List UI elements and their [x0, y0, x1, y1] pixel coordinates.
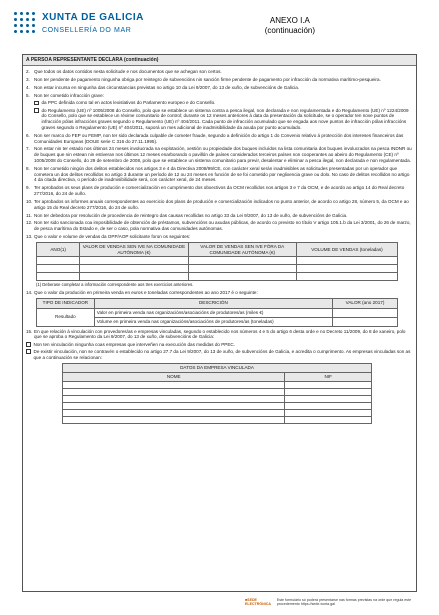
table-row: [37, 257, 398, 265]
annex-subtitle: (continuación): [264, 26, 315, 35]
list-item: 5. Non ter cometido infracción grave:: [26, 93, 104, 99]
indicator-col-type: TIPO DE INDICADOR: [37, 298, 95, 308]
checkbox-link[interactable]: [26, 349, 31, 354]
xunta-logo: [14, 12, 144, 35]
indicator-result-label: Resultado: [37, 308, 95, 326]
annex-title-block: [265, 16, 315, 36]
list-item: 10. Ter aprobados os informes anuais correspondentes ao exercicio dos plans de produción e comercialización indicados no punto anterior, de acordo co artigo 28, número 5, da OCM e ao artigo 15 do Real decreto 277/2016, do 24 de xuño.: [26, 198, 409, 210]
table-row: [63, 388, 372, 395]
footer-text: Este formulario só poderá presentarse nas formas previstas na orde que regula este procedemento https://sede.xunta.gal: [276, 598, 412, 607]
list-item: 8. Non ter cometido ningún dos delitos establecidos nos artigos 3 e 4 da Directiva 2008/99/CE, con carácter xeral serán inadmisibles as solicitudes presentadas por un operador que cometera un dos delitos recollidos no artigo 3 durante un período de 12 ou 24 meses en función de se foi cometido por neglixencia grave ou dolo. No caso de delitos recollidos no artigo 4 da citada directiva, o período de inadmisibilidade será, con carácter xeral, de 24 meses.: [26, 165, 410, 183]
xunta-emblem-icon: [14, 12, 36, 34]
linked-col-nif: NIF: [285, 373, 372, 382]
linked-company-table: [62, 363, 372, 423]
footer: [245, 598, 425, 607]
indicator-col-value: VALOR (ano 2017): [333, 298, 398, 308]
list-item: 14. Que o valor da produción en primeira venda en euros e toneladas correspondentes ao ano 2017 é o seguinte:: [26, 289, 258, 295]
list-item: 12. Non ter sido sancionada coa imposibilidade de obtención de préstamos, subvencións ou axudas públicas, de acordo co previsto no título V artigo 105.1.b da Lei 3/2001, do 26 de marzo, de pesca marítima do Estado e, de ser o caso, pola normativa das comunidades autónomas.: [26, 220, 411, 232]
sede-brand: ■SEDE ELECTRÓNICA: [245, 598, 271, 607]
sales-col-volume: VOLUME DE VENDAS (toneladas): [296, 242, 397, 256]
checkbox-item: Non ten vinculación ningunha coas empresas que interveñen na execución das medidas do PPEC.: [26, 342, 413, 348]
indicator-col-desc: DESCRICIÓN: [94, 298, 332, 308]
header: [14, 8, 425, 48]
checkbox-no-link[interactable]: [26, 342, 31, 347]
indicator-desc-volume: Volume en primeira venda nas organizacións/asociacións de produtores/as (toneladas): [94, 317, 332, 326]
indicator-table: [36, 298, 398, 327]
section-title: A PERSOA REPRESENTANTE DECLARA (continuación): [23, 55, 416, 66]
table-row: [37, 265, 398, 273]
list-item: 9. Ter aprobados os seus plans de produción e comercialización en cumprimento dos obxectivos da OCM recollidos nos artigos 3 e 7 da OCM, e de acordo ao artigo 14 do Real decreto 277/2016, do 24 de xuño.: [26, 185, 405, 196]
logo-line1: XUNTA DE GALICIA: [42, 12, 144, 23]
sales-note: (1) Deberase completar a información correspondente aos tres exercicios anteriores.: [36, 282, 194, 288]
checkbox-ppc[interactable]: [34, 101, 39, 106]
table-row: [37, 308, 398, 317]
declaration-box: [22, 54, 417, 592]
list-item: 7. Non estar nin ter estado nos últimos 24 meses involucrada na explotación, xestión ou propiedade dos buques incluídos na lista comunitaria dos buques involucrados na pesca INDNR ou de buques que nin estean nin estiveran nos últimos 12 meses enarborando o pavillón de países considerados terceiros países non cooperantes ao abeiro do Regulamento (CE) nº 1005/2008 do Consello, do 29 de setembro de 2008, polo que se establece un sistema comunitario para previr, desalentar e eliminar a pesca ilegal, non declarada e non regulamentada.: [26, 146, 412, 163]
checkbox-item: De existir vinculación, non se contravén o establecido no artigo 27.7 da Lei 9/2007, do 13 de xuño, de subvencións de Galicia, e acredita o cumprimento. As empresas vinculadas son as que a continuación se relacionan:: [26, 349, 413, 360]
sales-col-inside: VALOR DE VENDAS SEN IVE NA COMUNIDADE AUTÓNOMA (€): [80, 242, 188, 256]
checkbox-item: da PPC definida como tal en actos lexislativos do Parlamento europeo e do Consello.: [34, 100, 413, 106]
linked-table-title: DATOS DA EMPRESA VINCULADA: [63, 364, 372, 373]
list-item: 4. Non estar incursa en ningunha das circunstancias previstas no artigo 10 da Lei 9/2007, do 13 de xuño, de subvencións de Galicia.: [26, 85, 300, 91]
indicator-volume-input[interactable]: [333, 317, 398, 326]
logo-line2: CONSELLERÍA DO MAR: [42, 26, 132, 34]
table-row: [63, 416, 372, 423]
list-item: 2. Que todos os datos contidos nesta solicitude e nos documentos que se achegan son certos.: [26, 69, 222, 75]
list-item: 13. Que o valor e volume de vendas da OPP/AOP solicitante foron os seguintes:: [26, 234, 191, 240]
checkbox-item: do Regulamento (UE) nº 1005/2008 do Consello, polo que se establece un sistema contra a pesca ilegal, non declarada e non regulamentada e do Regulamento (UE) nº 1224/2009 do Consello, polo que se establece un réxime comunitario de control; durante os 12 meses anteriores á data da presentación da solicitude, se o operador ten nove puntos de infracción pólas infraccións graves segundo o Regulamento (UE) nº 404/2011. Cada punto de infracción acumulado que se engada aos nove puntos de infracción pólas infraccións graves segundo o Regulamento (UE) nº 404/2011, suporá un mes adicional de inadmisibilidade da axuda por punto acumulado.: [34, 108, 413, 131]
table-row: [63, 402, 372, 409]
annex-title: ANEXO I.A: [269, 16, 310, 25]
table-row: [63, 381, 372, 388]
list-item: 6. Non ser marco do FEP ou FEMP, non ter sido declarada culpable de cometer fraude, segundo a definición do artigo 1 do Convenio relativo á protección dos intereses financeiros das Comunidades Europeas (DOUE serie C 316 do 27.11.1995).: [26, 132, 404, 144]
list-item: 11. Non ter debedora por resolución de procedencia de reintegro das causas recollidas no artigo 33 da Lei 9/2007, do 13 de xuño, de subvencións de Galicia.: [26, 212, 348, 218]
checkbox-regulation[interactable]: [34, 108, 39, 113]
table-row: [63, 409, 372, 416]
sales-col-year: ANO(1): [37, 242, 80, 256]
indicator-value-input[interactable]: [333, 308, 398, 317]
table-row: [37, 273, 398, 281]
table-row: [63, 395, 372, 402]
sales-table: [36, 242, 398, 281]
sales-col-outside: VALOR DE VENDAS SEN IVE FÓRA DA COMUNIDADE AUTÓNOMA (€): [188, 242, 296, 256]
list-item: 15. En que relación á vinculación con provedores/as e empresas vinculadas, segundo o establecido nos números 4 e 5 do artigo 6 desta orde e no Decreto 11/2009, do 8 de xaneiro, polo que se aproba o Regulamento da Lei 9/2007, do 13 de xuño, de subvencións de Galicia:: [26, 328, 406, 340]
indicator-desc-value: Valor en primeira venda nas organizacións/asociacións de produtores/as (miles €): [94, 308, 332, 317]
linked-col-name: NOME: [63, 373, 285, 382]
list-item: 3. Non ter pendente de pagamento ningunha obriga por reintegro de subvencións nin sanción firme pendente de pagamento por infracción da normativa marítimo-pesqueira.: [26, 77, 381, 83]
